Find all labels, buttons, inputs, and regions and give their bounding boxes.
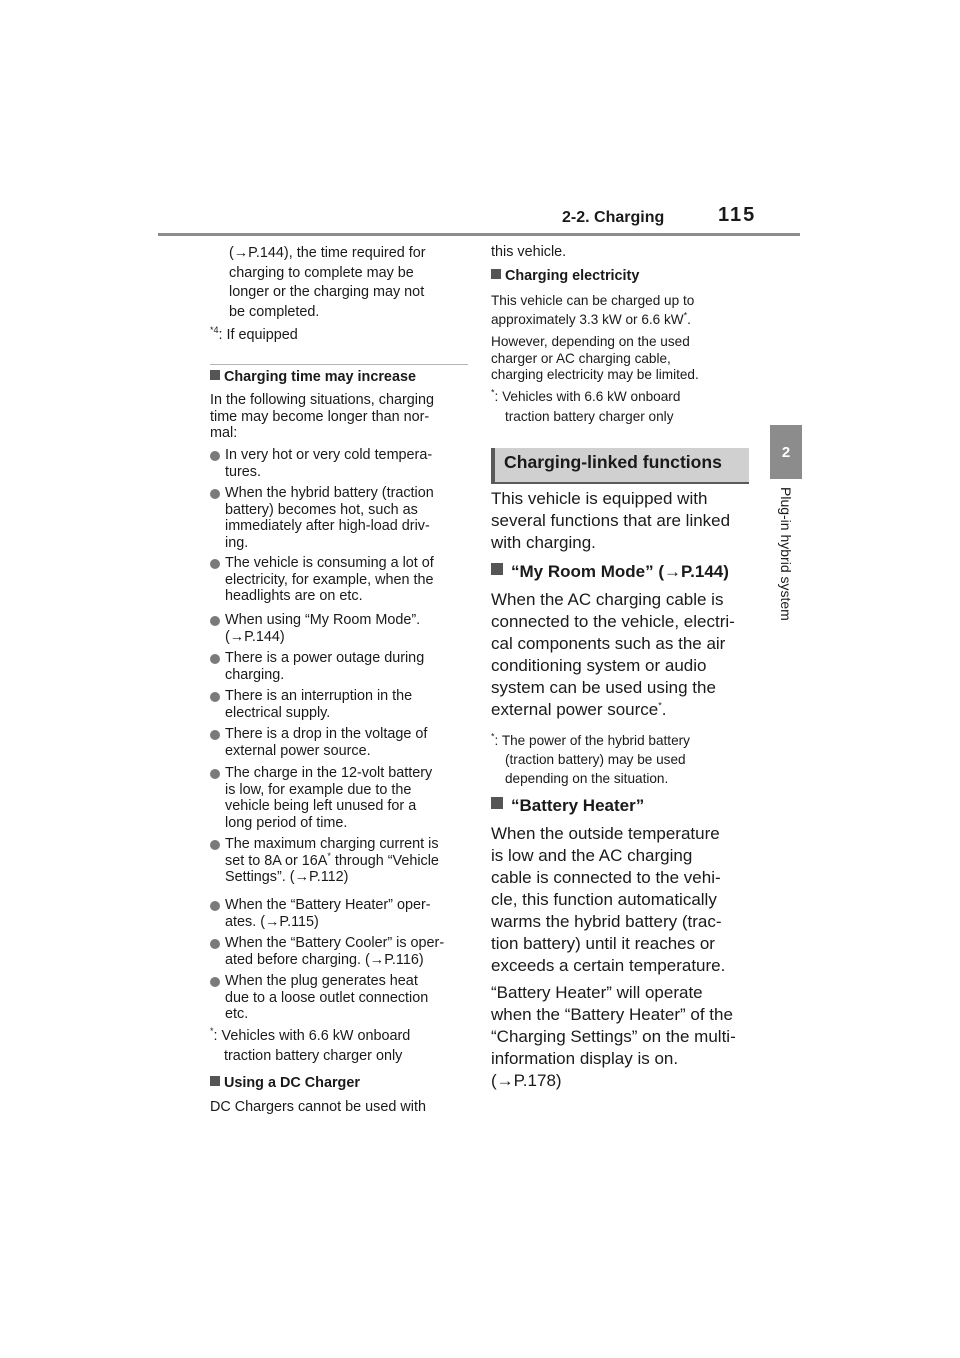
charging-time-intro: In the following situations, charging time may become longer than nor- mal: [210, 392, 434, 442]
bullet-line: immediately after high-load driv- [225, 518, 430, 535]
bullet-item [225, 612, 475, 645]
footnote-star-right [491, 388, 753, 425]
circle-bullet-icon [210, 489, 220, 499]
circle-bullet-icon [210, 616, 220, 626]
text-line: external power source*. [491, 700, 667, 719]
bullet-line: The charge in the 12-volt battery [225, 765, 433, 781]
bullet-line: ing. [225, 534, 249, 551]
footnote-line-1: *: Vehicles with 6.6 kW onboard [210, 1026, 411, 1044]
bullet-item [225, 726, 475, 759]
square-bullet-icon [491, 563, 503, 575]
divider [210, 364, 468, 365]
square-bullet-icon [491, 797, 503, 809]
circle-bullet-icon [210, 451, 220, 461]
battery-heater-settings-text: “Battery Heater” will operate when the “Battery Heater” of the “Charging Settings” on the multi- information display is on. (→P.178) [491, 983, 736, 1090]
bullet-line: There is a drop in the voltage of [225, 726, 428, 742]
bullet-line: When the hybrid battery (traction [225, 485, 434, 501]
bullet-line: The maximum charging current is [225, 836, 439, 852]
circle-bullet-icon [210, 559, 220, 569]
section-heading-underline [491, 482, 749, 484]
text-line: charging to complete may be [229, 264, 414, 281]
section-heading-bar [491, 448, 495, 482]
footnote-star-left [210, 1028, 472, 1064]
subheading-my-room-mode: “My Room Mode” (→P.144) [491, 561, 729, 583]
bullet-line: headlights are on etc. [225, 588, 363, 605]
dc-charger-text: DC Chargers cannot be used with [210, 1099, 426, 1115]
bullet-line: charging. [225, 666, 285, 683]
circle-bullet-icon [210, 901, 220, 911]
text-line: approximately 3.3 kW or 6.6 kW*. [491, 310, 691, 327]
however-text: However, depending on the used charger or AC charging cable, charging electricity may be limited. [491, 334, 699, 382]
charging-electricity-text: This vehicle can be charged up to approximately 3.3 kW or 6.6 kW*. [491, 291, 753, 329]
bullet-line: vehicle being left unused for a [225, 798, 417, 815]
circle-bullet-icon [210, 730, 220, 740]
section-title: Charging-linked functions [504, 452, 722, 472]
footnote-text: : If equipped [218, 327, 298, 343]
footnote-4 [210, 327, 298, 344]
chapter-tab-number: 2 [770, 425, 802, 479]
footnote-line-1: *: Vehicles with 6.6 kW onboard [491, 387, 681, 404]
bullet-line: long period of time. [225, 814, 348, 831]
circle-bullet-icon [210, 654, 220, 664]
bullet-line: etc. [225, 1006, 249, 1023]
circle-bullet-icon [210, 769, 220, 779]
bullet-line: battery) becomes hot, such as [225, 501, 418, 518]
battery-heater-text: When the outside temperature is low and the AC charging cable is connected to the vehi- cle, this function automatically warms the hybrid battery (trac- tion battery) until it reaches or exceeds a certain temperature. [491, 824, 726, 975]
bullet-item [225, 935, 475, 968]
circle-bullet-icon [210, 840, 220, 850]
dc-charger-text-cont: this vehicle. [491, 244, 567, 260]
text-line: be completed. [229, 303, 320, 320]
my-room-text: When the AC charging cable is connected to the vehicle, electri- cal components such as the air conditioning system or audio system can be used using the external power source*. [491, 589, 753, 721]
bullet-line: There is a power outage during [225, 650, 425, 666]
bullet-line: external power source. [225, 742, 371, 759]
bullet-item [225, 485, 475, 551]
bullet-item [225, 688, 475, 721]
chapter-tab-label [770, 487, 802, 667]
bullet-line: When using “My Room Mode”. [225, 612, 421, 628]
subheading-battery-heater: “Battery Heater” [491, 795, 644, 817]
bullet-item [225, 897, 475, 930]
chapter-tab-label-text: Plug-in hybrid system [778, 487, 794, 621]
square-bullet-icon [210, 370, 220, 380]
bullet-line: ated before charging. (→P.116) [225, 951, 424, 968]
text-line: (→P.144), the time required for [229, 245, 426, 261]
bullet-line: When the plug generates heat [225, 973, 418, 989]
footnote-line-2: traction battery charger only [505, 409, 674, 424]
bullet-line: is low, for example due to the [225, 781, 412, 798]
bullet-line: due to a loose outlet connection [225, 989, 429, 1006]
circle-bullet-icon [210, 692, 220, 702]
bullet-item [225, 765, 475, 831]
footnote-line-1: *: The power of the hybrid battery [491, 731, 690, 748]
header-rule [158, 233, 800, 236]
bullet-item [225, 447, 475, 480]
text-line: longer or the charging may not [229, 284, 425, 300]
bullet-line: set to 8A or 16A* through “Vehicle [225, 850, 439, 869]
running-header-section: 2-2. Charging [562, 209, 665, 226]
bullet-item [225, 650, 475, 683]
bullet-line: (→P.144) [225, 628, 285, 645]
bullet-item [225, 555, 475, 605]
bullet-line: The vehicle is consuming a lot of [225, 555, 434, 571]
bullet-line: tures. [225, 463, 261, 480]
page-number: 115 [718, 204, 757, 226]
footnote-line-2: traction battery charger only [224, 1047, 403, 1064]
bullet-item [225, 973, 475, 1023]
bullet-item [225, 836, 475, 886]
bullet-line: electricity, for example, when the [225, 571, 434, 588]
my-room-footnote: *: The power of the hybrid battery (traction battery) may be used depending on the situation. [491, 731, 753, 788]
subheading-charging-time: Charging time may increase [210, 369, 416, 386]
subheading-dc-charger: Using a DC Charger [210, 1075, 360, 1092]
bullet-line: ates. (→P.115) [225, 913, 319, 930]
bullet-line: When the “Battery Heater” oper- [225, 897, 431, 913]
bullet-line: When the “Battery Cooler” is oper- [225, 935, 445, 951]
circle-bullet-icon [210, 939, 220, 949]
functions-intro: This vehicle is equipped with several functions that are linked with charging. [491, 489, 731, 552]
bullet-line: Settings”. (→P.112) [225, 869, 349, 886]
continued-paragraph [229, 244, 469, 322]
circle-bullet-icon [210, 977, 220, 987]
footnote-mark: *4 [210, 325, 219, 336]
bullet-line: There is an interruption in the [225, 688, 413, 704]
subheading-charging-electricity: Charging electricity [491, 268, 639, 285]
square-bullet-icon [491, 269, 501, 279]
bullet-line: electrical supply. [225, 704, 331, 721]
square-bullet-icon [210, 1076, 220, 1086]
bullet-line: In very hot or very cold tempera- [225, 447, 433, 463]
